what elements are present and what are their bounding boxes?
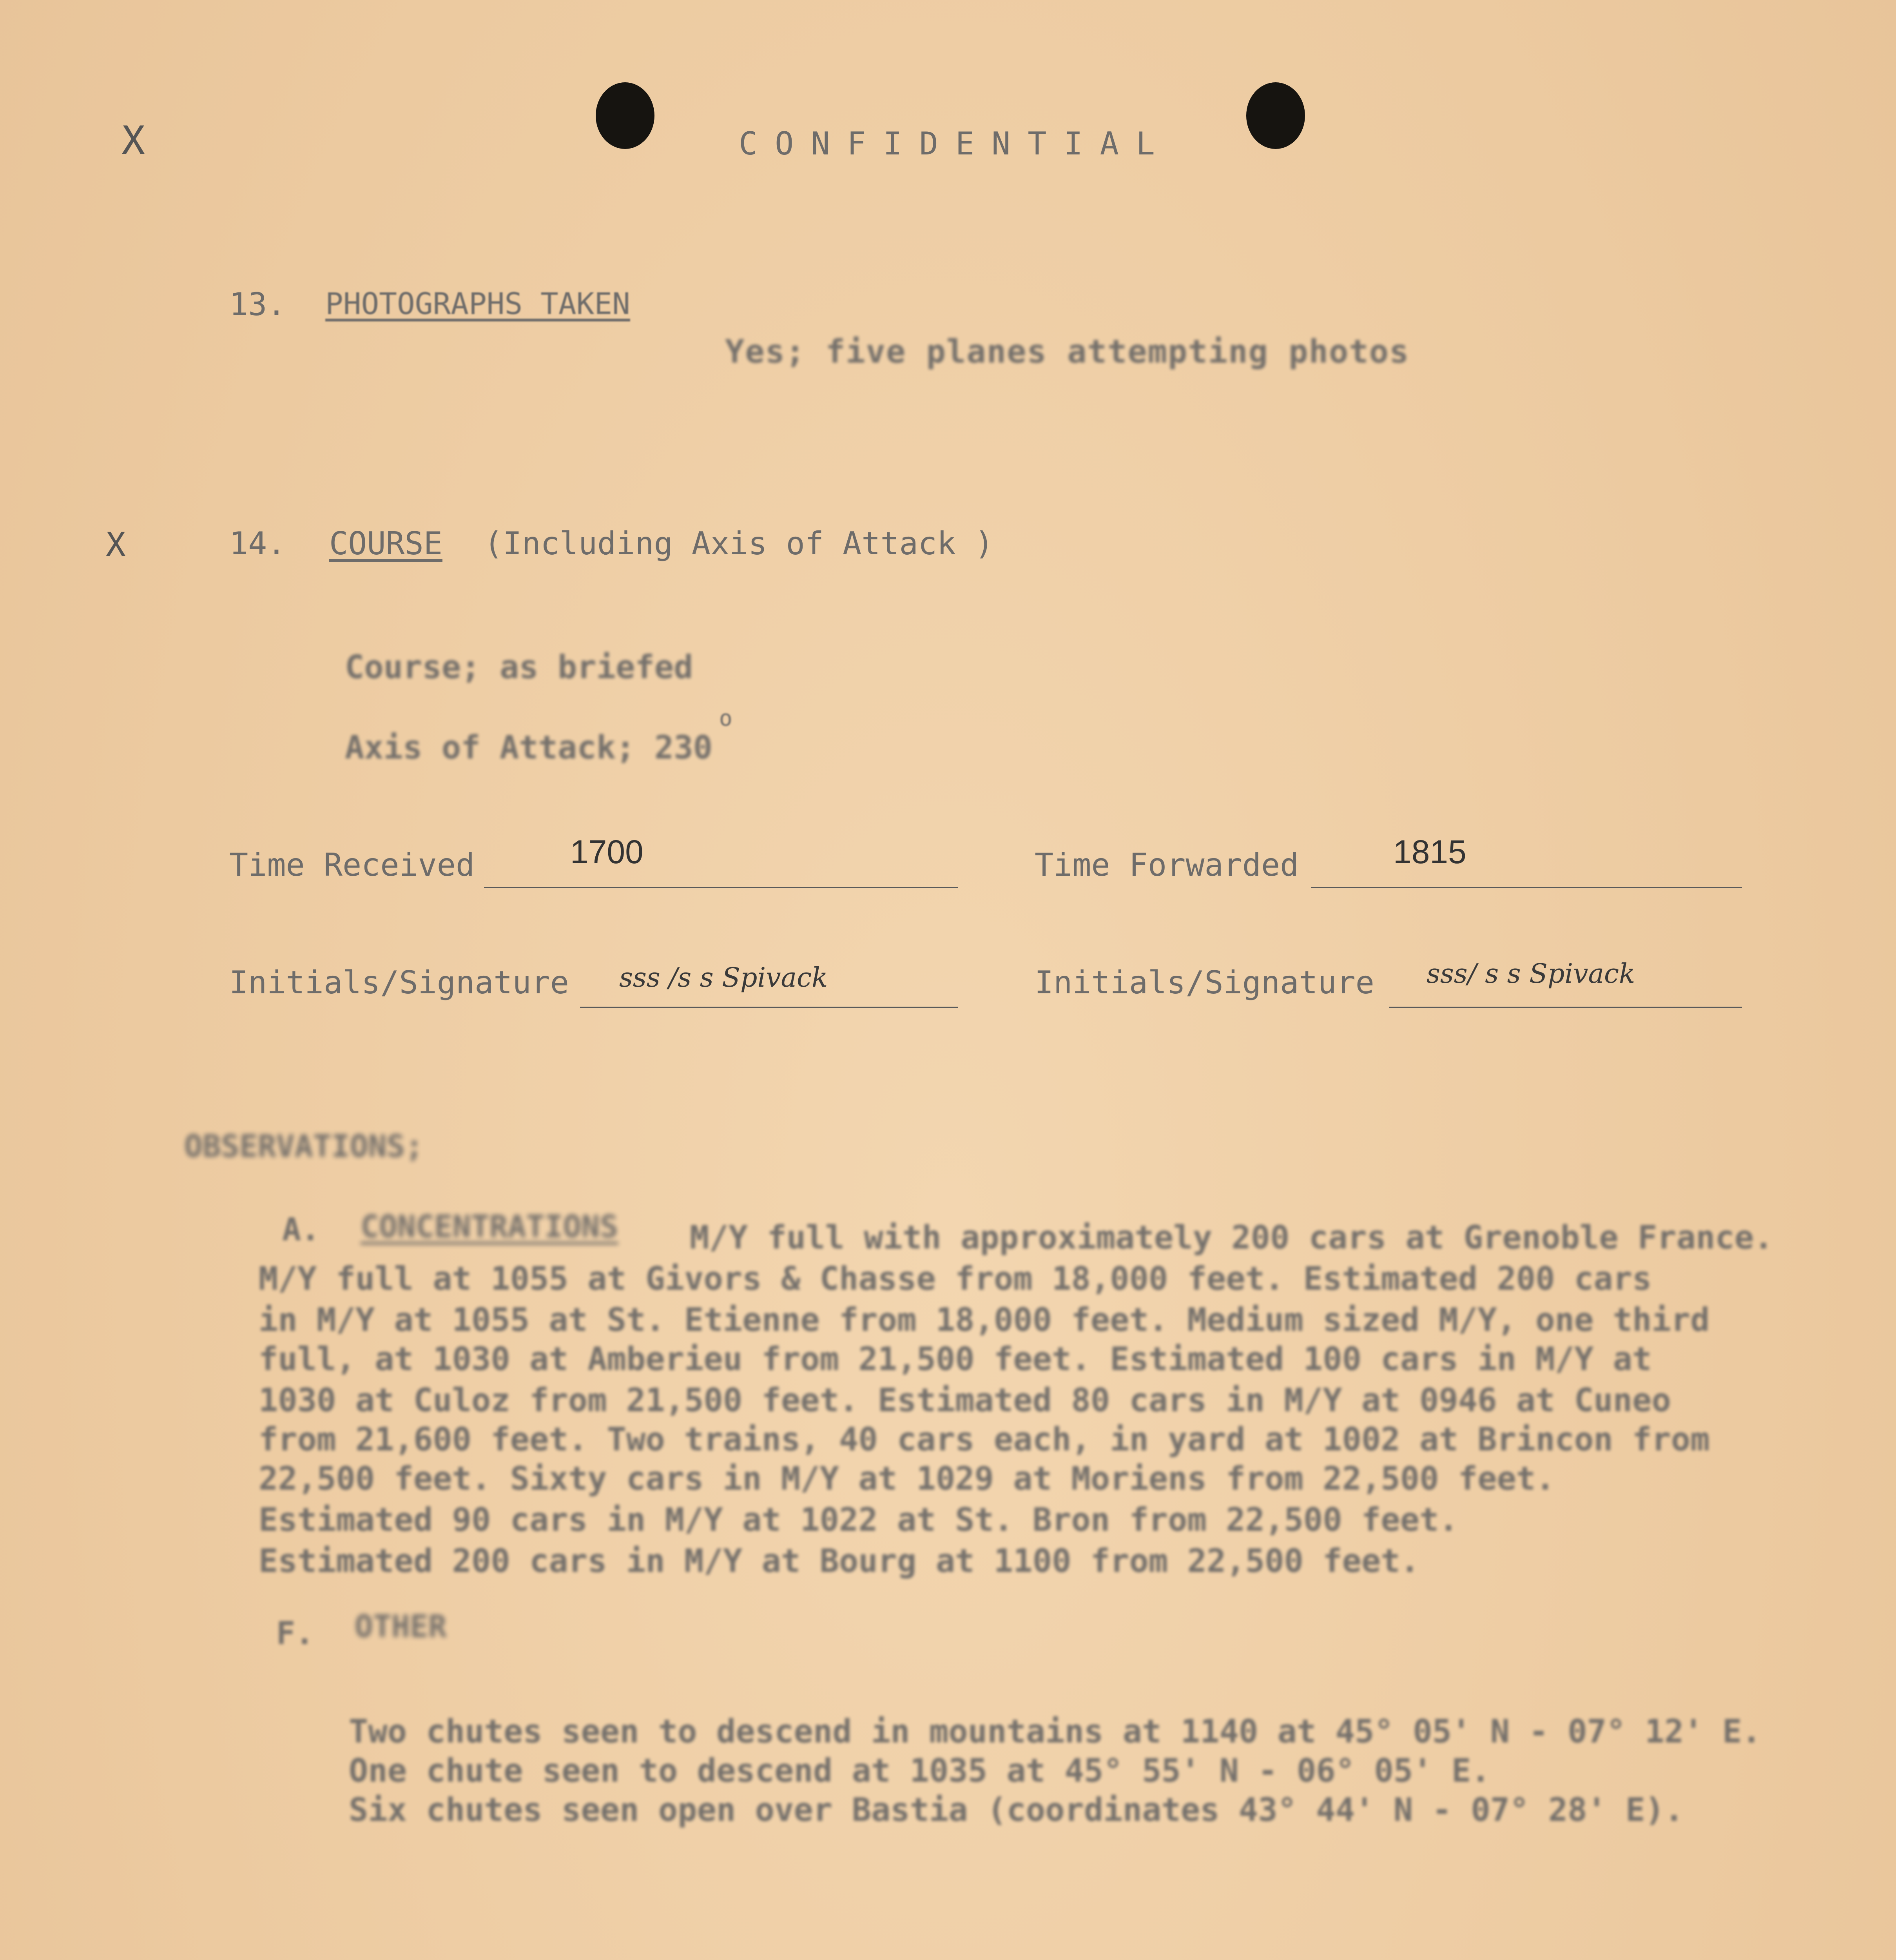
section-a-title: CONCENTRATIONS bbox=[361, 1209, 618, 1245]
course-line: Course; as briefed bbox=[345, 649, 693, 686]
time-forwarded-label: Time Forwarded bbox=[1035, 847, 1299, 883]
section-a-line-7: 22,500 feet. Sixty cars in M/Y at 1029 at Moriens from 22,500 feet. bbox=[259, 1460, 1555, 1497]
section-a-line-9: Estimated 200 cars in M/Y at Bourg at 1100 from 22,500 feet. bbox=[259, 1543, 1420, 1580]
axis-of-attack-line: Axis of Attack; 230 bbox=[345, 729, 712, 766]
section-f-title: OTHER bbox=[355, 1609, 447, 1644]
observations-heading: OBSERVATIONS; bbox=[184, 1129, 424, 1164]
item13-number: 13. bbox=[229, 286, 286, 323]
initials-label-right: Initials/Signature bbox=[1035, 964, 1374, 1001]
section-f-line-2: One chute seen to descend at 1035 at 45° 55' N - 06° 05' E. bbox=[349, 1752, 1490, 1789]
section-f-line-1: Two chutes seen to descend in mountains at 1140 at 45° 05' N - 07° 12' E. bbox=[349, 1713, 1761, 1750]
section-a-line-6: from 21,600 feet. Two trains, 40 cars each, in yard at 1002 at Brincon from bbox=[259, 1421, 1710, 1458]
time-received-line bbox=[484, 887, 958, 888]
item13-answer: Yes; five planes attempting photos bbox=[725, 333, 1410, 370]
initials-line-right bbox=[1389, 1007, 1742, 1008]
header-classification: CONFIDENTIAL bbox=[739, 125, 1172, 162]
section-a-line-3: in M/Y at 1055 at St. Etienne from 18,000 feet. Medium sized M/Y, one third bbox=[259, 1301, 1710, 1339]
section-a-line-4: full, at 1030 at Amberieu from 21,500 feet. Estimated 100 cars in M/Y at bbox=[259, 1341, 1652, 1378]
initials-signature-right: sss/ s s Spivack bbox=[1427, 958, 1635, 989]
section-f-line-3: Six chutes seen open over Bastia (coordinates 43° 44' N - 07° 28' E). bbox=[349, 1791, 1684, 1829]
time-received-label: Time Received bbox=[229, 847, 475, 883]
item14-margin-mark: X bbox=[106, 525, 126, 564]
time-forwarded-value: 1815 bbox=[1393, 833, 1466, 870]
time-forwarded-line bbox=[1311, 887, 1742, 888]
section-a-letter: A. bbox=[282, 1211, 320, 1248]
section-a-line-5: 1030 at Culoz from 21,500 feet. Estimated 80 cars in M/Y at 0946 at Cuneo bbox=[259, 1382, 1671, 1419]
item14-number: 14. bbox=[229, 525, 286, 562]
section-a-line-2: M/Y full at 1055 at Givors & Chasse from 18,000 feet. Estimated 200 cars bbox=[259, 1260, 1652, 1298]
section-a-line-8: Estimated 90 cars in M/Y at 1022 at St. Bron from 22,500 feet. bbox=[259, 1501, 1458, 1539]
initials-label-left: Initials/Signature bbox=[229, 964, 569, 1001]
initials-signature-left: sss /s s Spivack bbox=[619, 962, 828, 993]
item13-heading: PHOTOGRAPHS TAKEN bbox=[325, 286, 630, 321]
punch-hole-right bbox=[1246, 82, 1305, 149]
section-f-letter: F. bbox=[276, 1615, 314, 1651]
section-a-line-1: M/Y full with approximately 200 cars at Grenoble France. bbox=[690, 1219, 1773, 1256]
initials-line-left bbox=[580, 1007, 958, 1008]
corner-mark: X bbox=[121, 118, 145, 163]
item14-subheading: (Including Axis of Attack ) bbox=[484, 525, 994, 562]
time-received-value: 1700 bbox=[570, 833, 643, 870]
axis-degree-mark: o bbox=[719, 706, 732, 731]
punch-hole-left bbox=[596, 82, 654, 149]
item14-heading: COURSE bbox=[329, 525, 442, 562]
